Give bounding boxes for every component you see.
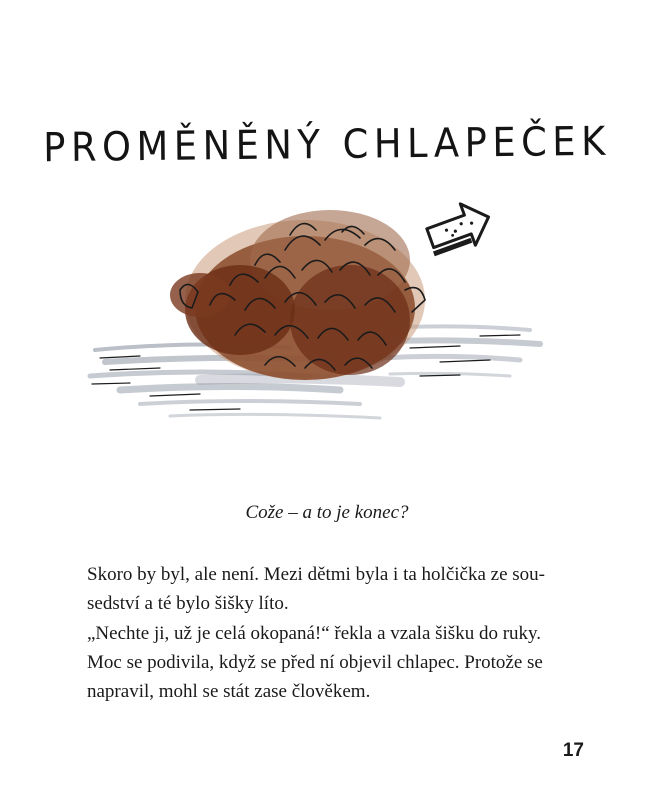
pine-cone-illustration: [80, 190, 560, 440]
body-paragraph: [87, 560, 587, 706]
body-line: napravil, mohl se stát zase člověkem.: [87, 681, 371, 703]
chapter-title: PROMĚNĚNÝ CHLAPEČEK: [43, 118, 611, 172]
caption: Cože – a to je konec?: [245, 502, 409, 523]
body-line: Moc se podivila, když se před ní objevil chlapec. Protože se: [87, 651, 543, 673]
body-line: „Nechte ji, už je celá okopaná!“ řekla a vzala šišku do ruky.: [87, 622, 542, 644]
body-line: Skoro by byl, ale není. Mezi dětmi byla i ta holčička ze sou-: [87, 564, 545, 585]
pine-cone: [170, 210, 425, 380]
body-line: sedství a té bylo šišky líto.: [87, 593, 289, 615]
arrow-icon: [421, 196, 496, 259]
page-number: 17: [562, 740, 584, 761]
